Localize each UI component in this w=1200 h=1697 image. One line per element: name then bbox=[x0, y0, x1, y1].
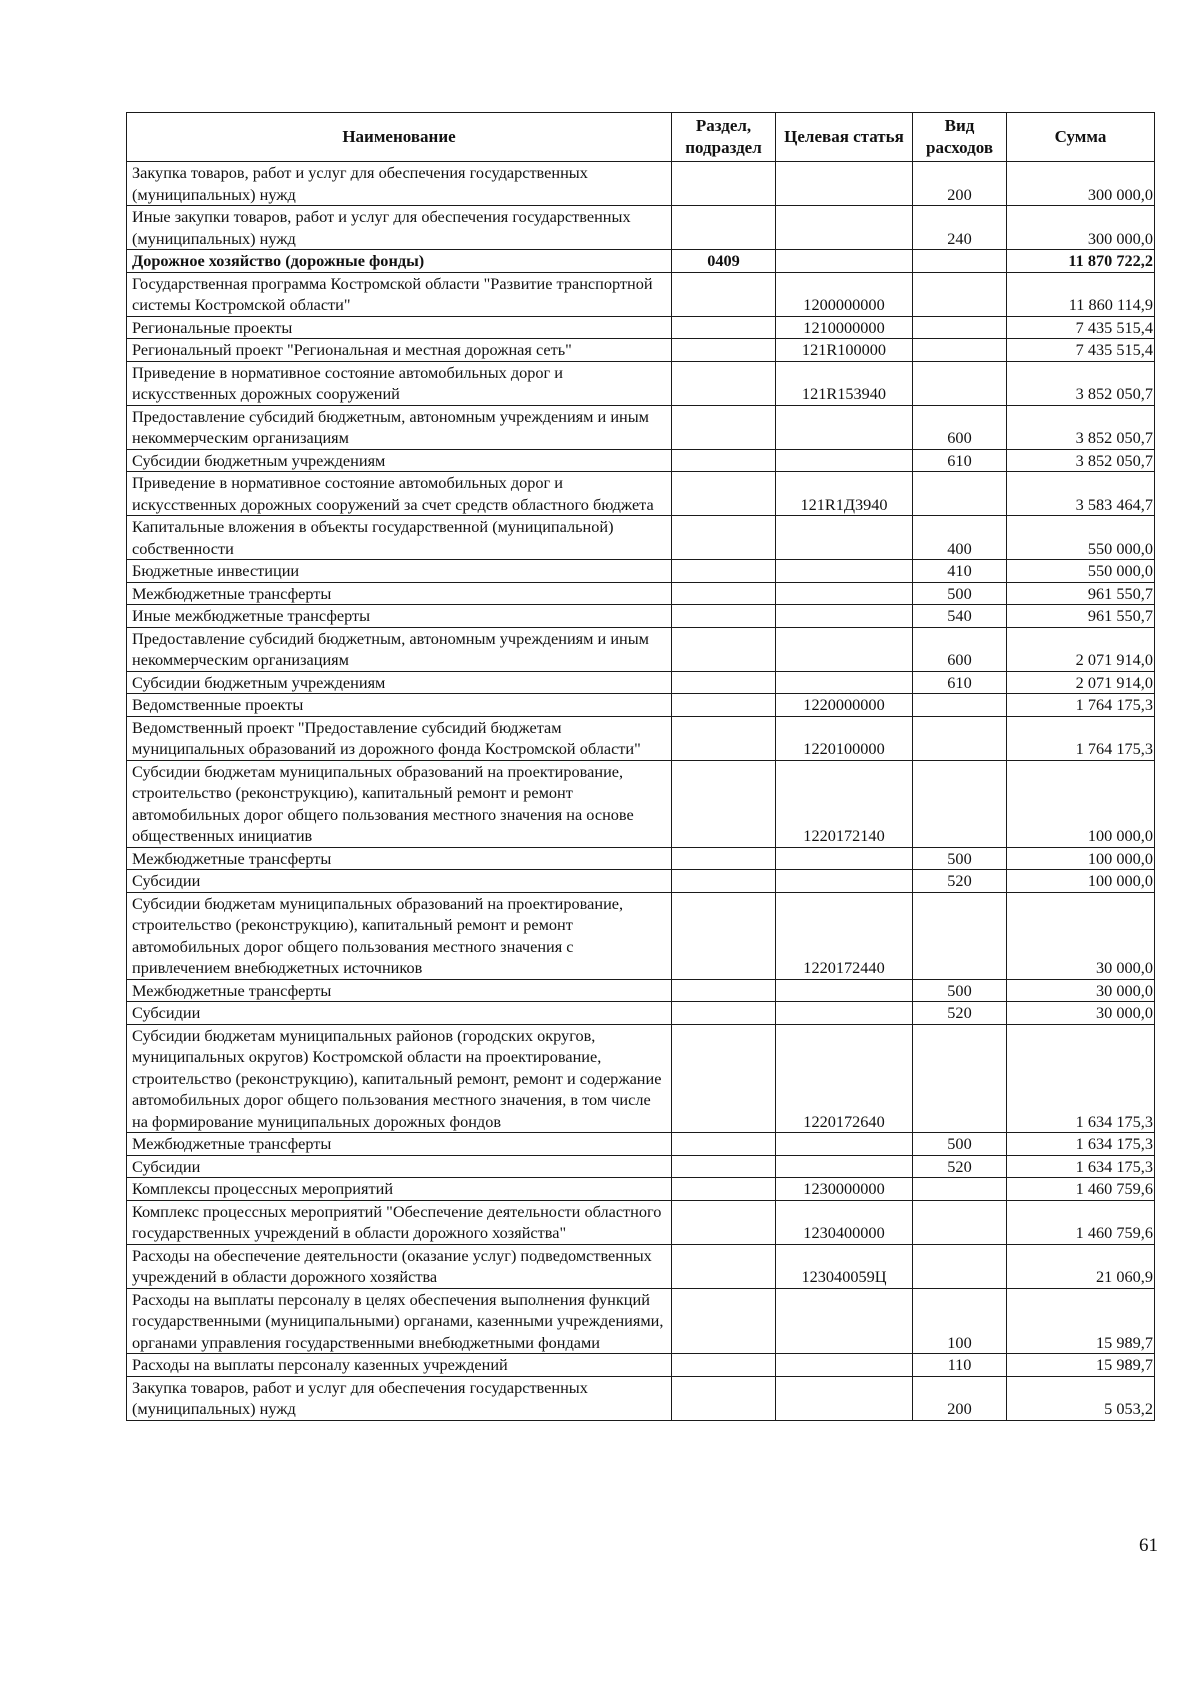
header-target: Целевая статья bbox=[776, 113, 913, 162]
cell-section bbox=[672, 1133, 776, 1156]
cell-kind bbox=[913, 472, 1007, 516]
cell-kind bbox=[913, 316, 1007, 339]
table-row bbox=[127, 760, 1155, 847]
cell-sum: 1 634 175,3 bbox=[1007, 1155, 1155, 1178]
cell-section bbox=[672, 1376, 776, 1420]
cell-section bbox=[672, 1002, 776, 1025]
cell-sum: 3 583 464,7 bbox=[1007, 472, 1155, 516]
cell-section bbox=[672, 716, 776, 760]
cell-section bbox=[672, 560, 776, 583]
cell-target bbox=[776, 1155, 913, 1178]
cell-kind bbox=[913, 892, 1007, 979]
table-row bbox=[127, 1002, 1155, 1025]
cell-kind: 610 bbox=[913, 671, 1007, 694]
cell-kind: 240 bbox=[913, 206, 1007, 250]
cell-kind: 610 bbox=[913, 449, 1007, 472]
cell-name: Субсидии бюджетным учреждениям bbox=[127, 449, 672, 472]
cell-name: Расходы на выплаты персоналу в целях обеспечения выполнения функций государственными (муниципальными) органами, казенными учреждениями, органами управления государственными внебюджетными фондами bbox=[127, 1288, 672, 1354]
cell-sum: 11 870 722,2 bbox=[1007, 250, 1155, 273]
cell-name: Комплекс процессных мероприятий "Обеспечение деятельности областного государственных учреждений в области дорожного хозяйства" bbox=[127, 1200, 672, 1244]
cell-name: Межбюджетные трансферты bbox=[127, 979, 672, 1002]
table-row bbox=[127, 716, 1155, 760]
cell-kind bbox=[913, 272, 1007, 316]
cell-kind bbox=[913, 1200, 1007, 1244]
cell-sum: 1 764 175,3 bbox=[1007, 716, 1155, 760]
cell-target: 1220000000 bbox=[776, 694, 913, 717]
cell-sum: 11 860 114,9 bbox=[1007, 272, 1155, 316]
table-row bbox=[127, 870, 1155, 893]
cell-target bbox=[776, 1376, 913, 1420]
cell-kind: 100 bbox=[913, 1288, 1007, 1354]
cell-name: Закупка товаров, работ и услуг для обеспечения государственных (муниципальных) нужд bbox=[127, 162, 672, 206]
cell-target bbox=[776, 162, 913, 206]
table-row bbox=[127, 250, 1155, 273]
cell-section bbox=[672, 582, 776, 605]
cell-sum: 3 852 050,7 bbox=[1007, 405, 1155, 449]
cell-sum: 1 460 759,6 bbox=[1007, 1178, 1155, 1201]
table-row bbox=[127, 339, 1155, 362]
cell-section bbox=[672, 405, 776, 449]
cell-kind: 500 bbox=[913, 847, 1007, 870]
cell-kind: 200 bbox=[913, 1376, 1007, 1420]
cell-sum: 1 764 175,3 bbox=[1007, 694, 1155, 717]
cell-section bbox=[672, 272, 776, 316]
cell-sum: 300 000,0 bbox=[1007, 206, 1155, 250]
cell-kind bbox=[913, 1178, 1007, 1201]
cell-name: Субсидии bbox=[127, 1155, 672, 1178]
table-row bbox=[127, 560, 1155, 583]
cell-kind bbox=[913, 694, 1007, 717]
table-row bbox=[127, 671, 1155, 694]
cell-target: 121R153940 bbox=[776, 361, 913, 405]
cell-section bbox=[672, 892, 776, 979]
cell-sum: 961 550,7 bbox=[1007, 605, 1155, 628]
cell-section bbox=[672, 1024, 776, 1133]
cell-sum: 30 000,0 bbox=[1007, 892, 1155, 979]
table-row bbox=[127, 627, 1155, 671]
cell-kind: 500 bbox=[913, 582, 1007, 605]
cell-section bbox=[672, 1288, 776, 1354]
cell-sum: 550 000,0 bbox=[1007, 516, 1155, 560]
cell-name: Расходы на обеспечение деятельности (оказание услуг) подведомственных учреждений в области дорожного хозяйства bbox=[127, 1244, 672, 1288]
cell-kind: 540 bbox=[913, 605, 1007, 628]
cell-section bbox=[672, 516, 776, 560]
cell-sum: 21 060,9 bbox=[1007, 1244, 1155, 1288]
table-row bbox=[127, 582, 1155, 605]
cell-target: 123040059Ц bbox=[776, 1244, 913, 1288]
cell-name: Субсидии bbox=[127, 870, 672, 893]
cell-name: Приведение в нормативное состояние автомобильных дорог и искусственных дорожных сооружений bbox=[127, 361, 672, 405]
cell-sum: 100 000,0 bbox=[1007, 870, 1155, 893]
cell-target bbox=[776, 250, 913, 273]
cell-sum: 7 435 515,4 bbox=[1007, 339, 1155, 362]
table-row bbox=[127, 1288, 1155, 1354]
table-row bbox=[127, 847, 1155, 870]
table-row bbox=[127, 979, 1155, 1002]
cell-target bbox=[776, 516, 913, 560]
table-header bbox=[127, 113, 1155, 162]
cell-section bbox=[672, 1155, 776, 1178]
cell-name: Комплексы процессных мероприятий bbox=[127, 1178, 672, 1201]
cell-name: Региональные проекты bbox=[127, 316, 672, 339]
table-row bbox=[127, 449, 1155, 472]
cell-kind bbox=[913, 716, 1007, 760]
cell-kind bbox=[913, 1024, 1007, 1133]
cell-kind: 500 bbox=[913, 1133, 1007, 1156]
cell-sum: 30 000,0 bbox=[1007, 979, 1155, 1002]
cell-name: Закупка товаров, работ и услуг для обеспечения государственных (муниципальных) нужд bbox=[127, 1376, 672, 1420]
cell-name: Иные закупки товаров, работ и услуг для обеспечения государственных (муниципальных) нужд bbox=[127, 206, 672, 250]
cell-name: Межбюджетные трансферты bbox=[127, 582, 672, 605]
cell-sum: 15 989,7 bbox=[1007, 1288, 1155, 1354]
table-row bbox=[127, 206, 1155, 250]
cell-name: Ведомственный проект "Предоставление субсидий бюджетам муниципальных образований из дорожного фонда Костромской области" bbox=[127, 716, 672, 760]
header-sum: Сумма bbox=[1007, 113, 1155, 162]
cell-kind: 600 bbox=[913, 627, 1007, 671]
table-body bbox=[127, 162, 1155, 1421]
cell-target bbox=[776, 1288, 913, 1354]
cell-section bbox=[672, 316, 776, 339]
table-row bbox=[127, 405, 1155, 449]
cell-target bbox=[776, 1133, 913, 1156]
cell-sum: 15 989,7 bbox=[1007, 1354, 1155, 1377]
cell-name: Субсидии bbox=[127, 1002, 672, 1025]
table-row bbox=[127, 1133, 1155, 1156]
table-row bbox=[127, 162, 1155, 206]
cell-target bbox=[776, 1354, 913, 1377]
cell-target: 1220172140 bbox=[776, 760, 913, 847]
cell-target: 1230000000 bbox=[776, 1178, 913, 1201]
cell-kind bbox=[913, 339, 1007, 362]
table-row bbox=[127, 1376, 1155, 1420]
header-section: Раздел, подраздел bbox=[672, 113, 776, 162]
cell-target bbox=[776, 1002, 913, 1025]
table-row bbox=[127, 472, 1155, 516]
cell-section bbox=[672, 1200, 776, 1244]
table-row bbox=[127, 1178, 1155, 1201]
cell-name: Расходы на выплаты персоналу казенных учреждений bbox=[127, 1354, 672, 1377]
cell-target bbox=[776, 979, 913, 1002]
cell-section bbox=[672, 162, 776, 206]
cell-target bbox=[776, 560, 913, 583]
cell-section bbox=[672, 1354, 776, 1377]
cell-kind: 600 bbox=[913, 405, 1007, 449]
table-row bbox=[127, 516, 1155, 560]
cell-sum: 1 634 175,3 bbox=[1007, 1024, 1155, 1133]
cell-name: Ведомственные проекты bbox=[127, 694, 672, 717]
cell-sum: 550 000,0 bbox=[1007, 560, 1155, 583]
cell-name: Субсидии бюджетам муниципальных районов (городских округов, муниципальных округов) Костромской области на проектирование, строительство (реконструкцию), капитальный ремонт, ремонт и содержание автомобильных дорог общего пользования местного значения, в том числе на формирование муниципальных дорожных фондов bbox=[127, 1024, 672, 1133]
cell-name: Дорожное хозяйство (дорожные фонды) bbox=[127, 250, 672, 273]
cell-sum: 961 550,7 bbox=[1007, 582, 1155, 605]
cell-target: 121R100000 bbox=[776, 339, 913, 362]
cell-name: Субсидии бюджетным учреждениям bbox=[127, 671, 672, 694]
cell-target: 1220172640 bbox=[776, 1024, 913, 1133]
cell-section bbox=[672, 206, 776, 250]
cell-target bbox=[776, 582, 913, 605]
table-row bbox=[127, 605, 1155, 628]
table-row bbox=[127, 1354, 1155, 1377]
cell-name: Капитальные вложения в объекты государственной (муниципальной) собственности bbox=[127, 516, 672, 560]
cell-name: Субсидии бюджетам муниципальных образований на проектирование, строительство (реконструкцию), капитальный ремонт и ремонт автомобильных дорог общего пользования местного значения на основе общественных инициатив bbox=[127, 760, 672, 847]
cell-name: Межбюджетные трансферты bbox=[127, 847, 672, 870]
cell-name: Бюджетные инвестиции bbox=[127, 560, 672, 583]
cell-sum: 100 000,0 bbox=[1007, 847, 1155, 870]
cell-target bbox=[776, 605, 913, 628]
cell-section bbox=[672, 361, 776, 405]
cell-kind: 110 bbox=[913, 1354, 1007, 1377]
header-name: Наименование bbox=[127, 113, 672, 162]
cell-sum: 1 460 759,6 bbox=[1007, 1200, 1155, 1244]
cell-sum: 2 071 914,0 bbox=[1007, 627, 1155, 671]
cell-target bbox=[776, 449, 913, 472]
cell-section bbox=[672, 1244, 776, 1288]
cell-sum: 3 852 050,7 bbox=[1007, 361, 1155, 405]
cell-sum: 1 634 175,3 bbox=[1007, 1133, 1155, 1156]
cell-kind: 200 bbox=[913, 162, 1007, 206]
cell-target: 1210000000 bbox=[776, 316, 913, 339]
cell-target: 1200000000 bbox=[776, 272, 913, 316]
cell-name: Региональный проект "Региональная и местная дорожная сеть" bbox=[127, 339, 672, 362]
cell-section bbox=[672, 979, 776, 1002]
cell-kind: 410 bbox=[913, 560, 1007, 583]
table-row bbox=[127, 361, 1155, 405]
cell-section bbox=[672, 605, 776, 628]
cell-section bbox=[672, 339, 776, 362]
cell-name: Субсидии бюджетам муниципальных образований на проектирование, строительство (реконструкцию), капитальный ремонт и ремонт автомобильных дорог общего пользования местного значения с привлечением внебюджетных источников bbox=[127, 892, 672, 979]
cell-section bbox=[672, 694, 776, 717]
cell-target bbox=[776, 206, 913, 250]
cell-section bbox=[672, 870, 776, 893]
cell-kind: 520 bbox=[913, 870, 1007, 893]
cell-kind: 520 bbox=[913, 1002, 1007, 1025]
cell-kind: 500 bbox=[913, 979, 1007, 1002]
cell-section: 0409 bbox=[672, 250, 776, 273]
cell-name: Межбюджетные трансферты bbox=[127, 1133, 672, 1156]
cell-name: Предоставление субсидий бюджетным, автономным учреждениям и иным некоммерческим организациям bbox=[127, 405, 672, 449]
cell-target: 121R1Д3940 bbox=[776, 472, 913, 516]
cell-target bbox=[776, 870, 913, 893]
cell-section bbox=[672, 847, 776, 870]
cell-name: Приведение в нормативное состояние автомобильных дорог и искусственных дорожных сооружений за счет средств областного бюджета bbox=[127, 472, 672, 516]
cell-target bbox=[776, 405, 913, 449]
cell-target bbox=[776, 671, 913, 694]
cell-kind bbox=[913, 1244, 1007, 1288]
cell-target: 1220100000 bbox=[776, 716, 913, 760]
table-row bbox=[127, 316, 1155, 339]
cell-sum: 3 852 050,7 bbox=[1007, 449, 1155, 472]
cell-sum: 2 071 914,0 bbox=[1007, 671, 1155, 694]
table-row bbox=[127, 1155, 1155, 1178]
cell-section bbox=[672, 671, 776, 694]
cell-target: 1230400000 bbox=[776, 1200, 913, 1244]
cell-section bbox=[672, 1178, 776, 1201]
table-row bbox=[127, 694, 1155, 717]
cell-kind bbox=[913, 361, 1007, 405]
cell-target bbox=[776, 627, 913, 671]
cell-section bbox=[672, 627, 776, 671]
table-row bbox=[127, 272, 1155, 316]
header-kind: Вид расходов bbox=[913, 113, 1007, 162]
cell-name: Государственная программа Костромской области "Развитие транспортной системы Костромской области" bbox=[127, 272, 672, 316]
cell-name: Иные межбюджетные трансферты bbox=[127, 605, 672, 628]
table-row bbox=[127, 1244, 1155, 1288]
cell-section bbox=[672, 449, 776, 472]
table-row bbox=[127, 1024, 1155, 1133]
cell-target bbox=[776, 847, 913, 870]
cell-kind bbox=[913, 760, 1007, 847]
cell-section bbox=[672, 760, 776, 847]
cell-target: 1220172440 bbox=[776, 892, 913, 979]
cell-kind: 520 bbox=[913, 1155, 1007, 1178]
cell-name: Предоставление субсидий бюджетным, автономным учреждениям и иным некоммерческим организациям bbox=[127, 627, 672, 671]
budget-table bbox=[126, 112, 1155, 1421]
cell-sum: 5 053,2 bbox=[1007, 1376, 1155, 1420]
cell-section bbox=[672, 472, 776, 516]
page-number: 61 bbox=[1139, 1535, 1158, 1556]
cell-sum: 300 000,0 bbox=[1007, 162, 1155, 206]
table-row bbox=[127, 1200, 1155, 1244]
cell-sum: 7 435 515,4 bbox=[1007, 316, 1155, 339]
cell-sum: 30 000,0 bbox=[1007, 1002, 1155, 1025]
cell-kind: 400 bbox=[913, 516, 1007, 560]
cell-kind bbox=[913, 250, 1007, 273]
cell-sum: 100 000,0 bbox=[1007, 760, 1155, 847]
table-row bbox=[127, 892, 1155, 979]
